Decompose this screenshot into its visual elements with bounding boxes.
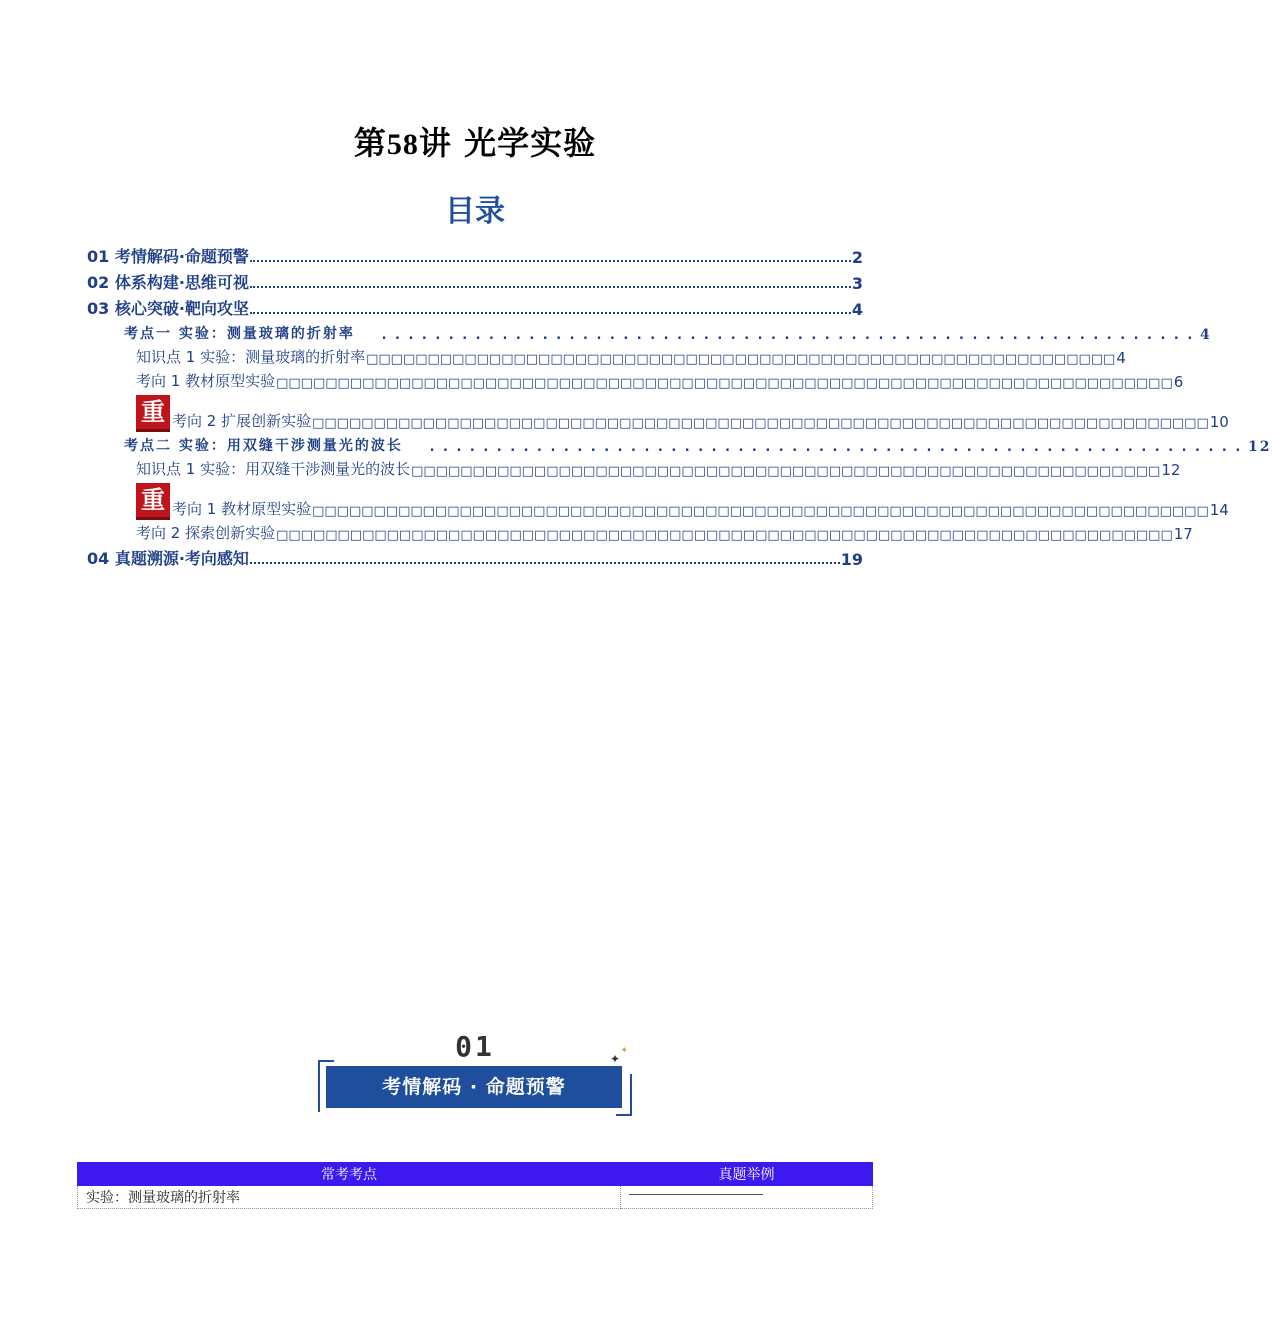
toc-page-number: 12: [1248, 439, 1272, 455]
toc-item-k1-1[interactable]: [87, 367, 1184, 391]
toc-entry-02[interactable]: [87, 267, 863, 293]
toc-leader: [250, 554, 840, 564]
title-number: 58: [386, 128, 419, 161]
toc-page-number: 4: [1200, 327, 1212, 343]
table-row: [78, 1186, 873, 1209]
toc-page-number: 14: [1209, 501, 1229, 519]
toc-entry-label: 考向 1 教材原型实验: [172, 500, 312, 518]
section-banner: [318, 1030, 632, 1116]
section-title: 考情解码 · 命题预警: [326, 1066, 622, 1108]
toc-page-number: 6: [1173, 373, 1184, 391]
toc-heading: 目录: [445, 194, 505, 229]
toc-leader: [250, 252, 851, 262]
toc-kaodian-1[interactable]: [87, 319, 1212, 343]
sparkle-small-icon: ✦: [620, 1046, 628, 1056]
toc-entry-03[interactable]: [87, 293, 863, 319]
toc-entry-label: 考点二 实验：用双缝干涉测量光的波长: [124, 438, 403, 454]
title-suffix: 讲 光学实验: [418, 124, 597, 162]
toc-item-k2-1[interactable]: [87, 479, 1229, 519]
toc-item-k1-2[interactable]: [87, 391, 1229, 431]
toc-leader: [250, 278, 851, 288]
document-title: [0, 118, 950, 164]
toc-entry-label: 02 体系构建·思维可视: [87, 273, 249, 292]
toc-entry-01[interactable]: [87, 241, 863, 267]
toc-leader: .............................................................: [379, 327, 1200, 343]
toc-kaodian-2[interactable]: [87, 431, 1272, 455]
toc-entry-label: 03 核心突破·靶向攻坚: [87, 299, 249, 318]
toc-entry-label: 考点一 实验：测量玻璃的折射率: [124, 326, 355, 342]
toc-leader: □□□□□□□□□□□□□□□□□□□□□□□□□□□□□□□□□□□□□□□□□□□□□□□□□□□□□□□□□□□□□□□□□□□□□□□□□: [312, 504, 1209, 519]
toc-entry-label: 04 真题溯源·考向感知: [87, 549, 249, 568]
toc-leader: □□□□□□□□□□□□□□□□□□□□□□□□□□□□□□□□□□□□□□□□□□□□□□□□□□□□□□□□□□□□□□□□□□□□□□□□□: [276, 528, 1173, 543]
key-point-badge-icon: 重: [136, 483, 170, 517]
toc-page-number: 3: [851, 274, 863, 293]
toc-entry-label: 考向 2 探索创新实验: [136, 524, 276, 542]
toc-entry-04[interactable]: [87, 543, 863, 569]
key-point-badge-icon: 重: [136, 395, 170, 429]
toc-page-number: 2: [851, 248, 863, 267]
toc-entry-label-wrap: [136, 395, 311, 431]
toc-item-k1-0[interactable]: [87, 343, 1126, 367]
table-of-contents: [87, 241, 1272, 569]
toc-item-k2-0[interactable]: [87, 455, 1181, 479]
table-header-example: 真题举例: [621, 1163, 873, 1186]
toc-entry-label: 考向 2 扩展创新实验: [172, 412, 312, 430]
table-header-topic: 常考考点: [78, 1163, 621, 1186]
toc-page-number: 4: [1116, 349, 1126, 367]
toc-page-number: 4: [851, 300, 863, 319]
key-points-table: [77, 1162, 873, 1209]
toc-page-number: 17: [1173, 525, 1193, 543]
blank-line: [629, 1194, 763, 1195]
toc-entry-label-wrap: [136, 483, 311, 519]
toc-leader: □□□□□□□□□□□□□□□□□□□□□□□□□□□□□□□□□□□□□□□□□□□□□□□□□□□□□□□□□□□□□□□□□□□□□□□□□: [276, 376, 1173, 391]
toc-leader: □□□□□□□□□□□□□□□□□□□□□□□□□□□□□□□□□□□□□□□□□□□□□□□□□□□□□□□□□□□□□: [366, 352, 1116, 367]
toc-leader: □□□□□□□□□□□□□□□□□□□□□□□□□□□□□□□□□□□□□□□□□□□□□□□□□□□□□□□□□□□□□: [411, 464, 1161, 479]
toc-entry-label: 知识点 1 实验：用双缝干涉测量光的波长: [136, 460, 411, 478]
toc-entry-label: 知识点 1 实验：测量玻璃的折射率: [136, 348, 366, 366]
toc-leader: □□□□□□□□□□□□□□□□□□□□□□□□□□□□□□□□□□□□□□□□□□□□□□□□□□□□□□□□□□□□□□□□□□□□□□□□□: [312, 416, 1209, 431]
table-cell-example: [621, 1186, 873, 1209]
sparkle-icon: ✦: [609, 1052, 620, 1066]
toc-leader: [250, 304, 851, 314]
toc-page-number: 19: [840, 550, 863, 569]
section-number: 01: [455, 1030, 495, 1063]
toc-page-number: 12: [1161, 461, 1181, 479]
toc-page-number: 10: [1209, 413, 1229, 431]
table-cell-topic: 实验：测量玻璃的折射率: [78, 1186, 621, 1209]
toc-entry-label: 01 考情解码·命题预警: [87, 247, 249, 266]
toc-leader: .............................................................: [427, 439, 1248, 455]
table-header-row: [78, 1163, 873, 1186]
toc-entry-label: 考向 1 教材原型实验: [136, 372, 276, 390]
toc-item-k2-2[interactable]: [87, 519, 1193, 543]
title-prefix: 第: [353, 124, 387, 162]
